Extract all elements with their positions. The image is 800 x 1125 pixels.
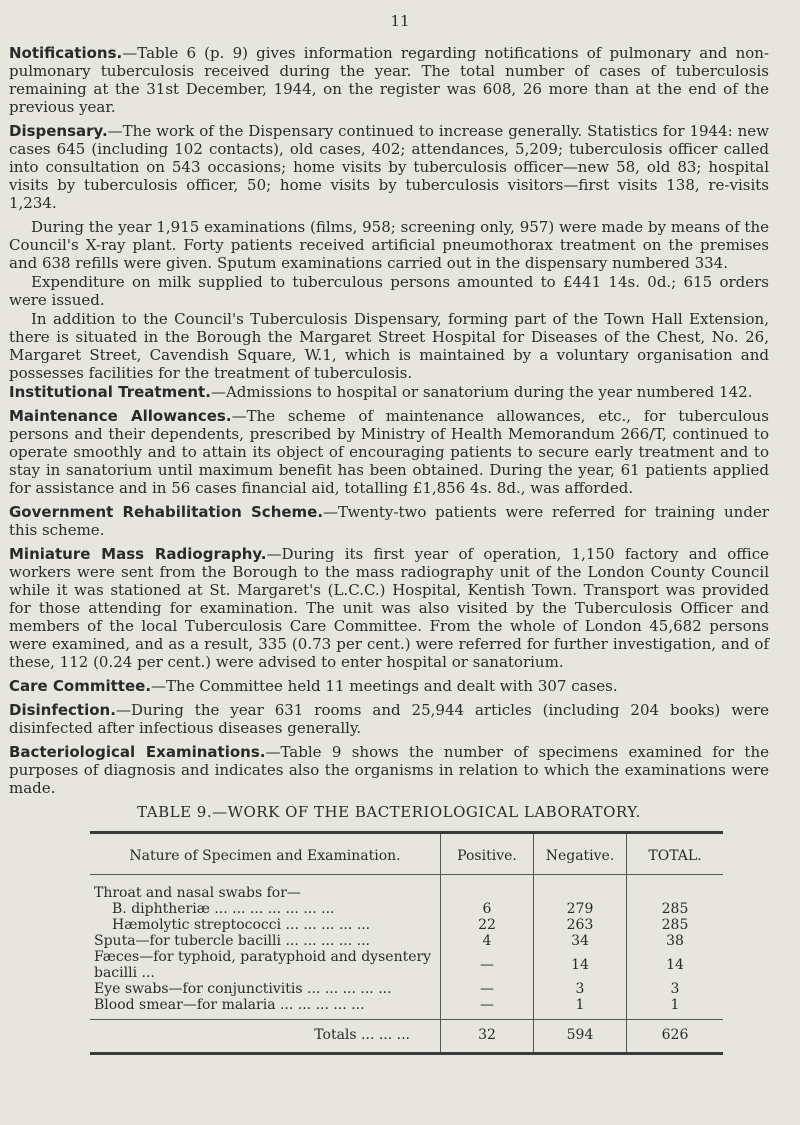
header-positive: Positive. (441, 834, 534, 875)
table-row (90, 933, 723, 949)
paragraph-text: —During its first year of operation, 1,150 factory and office workers were sent from the Borough to the mass radiography unit of the London County Council while it was stationed at St. Margaret's (L.C.C.) Hospital, Kentish Town. Transport was provided for those attending for examination. The unit was also visited by the Tuberculosis Officer and members of the local Tuberculosis Care Committee. From the whole of London 45,682 persons were examined, and as a result, 335 (0.73 per cent.) were referred for further investigation, and of these, 112 (0.24 per cent.) were advised to enter hospital or sanatorium. (9, 545, 769, 671)
paragraph (9, 743, 769, 797)
paragraph (9, 310, 769, 382)
paragraph (9, 503, 769, 539)
paragraph (9, 701, 769, 737)
header-total: TOTAL. (627, 834, 724, 875)
paragraph-heading: Care Committee. (9, 677, 152, 695)
cell-nature: Sputa—for tubercle bacilli ... ... ... ... ... (90, 933, 441, 949)
table-row (90, 981, 723, 997)
paragraphs (9, 44, 769, 797)
cell-positive: 6 (441, 901, 534, 917)
table-row (90, 949, 723, 981)
paragraph-heading: Government Rehabilitation Scheme. (9, 503, 324, 521)
cell-negative: 14 (534, 949, 627, 981)
paragraph (9, 407, 769, 497)
cell-positive: 22 (441, 917, 534, 933)
cell-total: 38 (666, 933, 684, 949)
paragraph (9, 545, 769, 671)
table-row (90, 917, 723, 933)
paragraph-text: —During the year 631 rooms and 25,944 articles (including 204 books) were disinfected after infectious diseases generally. (9, 701, 769, 737)
cell-positive: — (441, 997, 534, 1020)
paragraph (9, 122, 769, 212)
paragraph-text: —Twenty-two patients were referred for training under this scheme. (9, 503, 769, 539)
paragraph-heading: Disinfection. (9, 701, 116, 719)
cell-nature: Blood smear—for malaria ... ... ... ... ... (90, 997, 441, 1020)
document-body (9, 44, 769, 1055)
cell-positive: — (441, 981, 534, 997)
paragraph (9, 218, 769, 272)
table-row (90, 875, 723, 902)
paragraph-heading: Notifications. (9, 44, 123, 62)
totals-label: Totals ... ... ... (90, 1020, 441, 1053)
cell-nature: Throat and nasal swabs for— (90, 875, 441, 902)
paragraph (9, 44, 769, 116)
paragraph-heading: Institutional Treatment. (9, 383, 211, 401)
cell-negative: 34 (534, 933, 627, 949)
paragraph-heading: Dispensary. (9, 122, 108, 140)
paragraph-text: In addition to the Council's Tuberculosis Dispensary, forming part of the Town Hall Extension, there is situated in the Borough the Margaret Street Hospital for Diseases of the Chest, No. 26, Margaret Street, Cavendish Square, W.1, which is maintained by a voluntary organisation and possesses facilities for the treatment of tuberculosis. (9, 310, 769, 382)
table-title: TABLE 9.—WORK OF THE BACTERIOLOGICAL LABORATORY. (137, 803, 641, 821)
paragraph-text: —Table 9 shows the number of specimens examined for the purposes of diagnosis and indicates also the organisms in relation to which the examinations were made. (9, 743, 769, 797)
totals-row (90, 1020, 723, 1053)
cell-total: 285 (661, 901, 689, 917)
cell-negative: 279 (534, 901, 627, 917)
cell-total: 1 (670, 997, 680, 1013)
paragraph-heading: Bacteriological Examinations. (9, 743, 266, 761)
page-number: 11 (390, 12, 410, 30)
table-row (90, 997, 723, 1020)
paragraph-text: —The scheme of maintenance allowances, etc., for tuberculous persons and their dependents, prescribed by Ministry of Health Memorandum 266/T, continued to operate smoothly and to attain its object of encouraging patients to secure early treatment and to stay in sanatorium until maximum benefit has been obtained. During the year, 61 patients applied for assistance and in 56 cases financial aid, totalling £1,856 4s. 8d., was afforded. (9, 407, 769, 497)
paragraph-text: —The work of the Dispensary continued to increase generally. Statistics for 1944: new cases 645 (including 102 contacts), old cases, 402; attendances, 5,209; tuberculosis officer called into consultation on 543 occasions; home visits by tuberculosis officer—new 58, old 83; hospital visits by tuberculosis officer, 50; home visits by tuberculosis visitors—first visits 138, re-visits 1,234. (9, 122, 769, 212)
paragraph-heading: Miniature Mass Radiography. (9, 545, 267, 563)
cell-negative: 263 (534, 917, 627, 933)
paragraph (9, 273, 769, 309)
table-row (90, 901, 723, 917)
paragraph (9, 677, 769, 695)
paragraph (9, 383, 769, 401)
cell-positive: — (441, 949, 534, 981)
cell-negative (534, 875, 627, 902)
bacteriological-table (90, 831, 723, 1055)
cell-nature: B. diphtheriæ ... ... ... ... ... ... ... (90, 901, 441, 917)
paragraph-heading: Maintenance Allowances. (9, 407, 232, 425)
cell-nature: Hæmolytic streptococci ... ... ... ... ... (90, 917, 441, 933)
cell-positive: 4 (441, 933, 534, 949)
totals-total: 626 (627, 1020, 724, 1053)
cell-total: 14 (666, 957, 684, 973)
totals-positive: 32 (441, 1020, 534, 1053)
cell-nature: Eye swabs—for conjunctivitis ... ... ... ... ... (90, 981, 441, 997)
cell-total: 285 (661, 917, 689, 933)
cell-total: 3 (670, 981, 680, 997)
paragraph-text: —Admissions to hospital or sanatorium during the year numbered 142. (210, 383, 753, 401)
paragraph-text: During the year 1,915 examinations (films, 958; screening only, 957) were made by means of the Council's X-ray plant. Forty patients received artificial pneumothorax treatment on the premises and 638 refills were given. Sputum examinations carried out in the dispensary numbered 334. (9, 218, 769, 272)
cell-negative: 1 (534, 997, 627, 1020)
table-header-row (90, 834, 723, 875)
paragraph-text: —Table 6 (p. 9) gives information regarding notifications of pulmonary and non-pulmonary tuberculosis received during the year. The total number of cases of tuberculosis remaining at the 31st December, 1944, on the register was 608, 26 more than at the end of the previous year. (9, 44, 769, 116)
cell-negative: 3 (534, 981, 627, 997)
cell-positive (441, 875, 534, 902)
header-nature: Nature of Specimen and Examination. (90, 834, 441, 875)
cell-total (627, 875, 724, 902)
header-negative: Negative. (534, 834, 627, 875)
paragraph-text: —The Committee held 11 meetings and dealt with 307 cases. (151, 677, 618, 695)
paragraph-text: Expenditure on milk supplied to tuberculous persons amounted to £441 14s. 0d.; 615 orders were issued. (9, 273, 769, 309)
totals-negative: 594 (534, 1020, 627, 1053)
cell-nature: Fæces—for typhoid, paratyphoid and dysentery bacilli ... (90, 949, 441, 981)
